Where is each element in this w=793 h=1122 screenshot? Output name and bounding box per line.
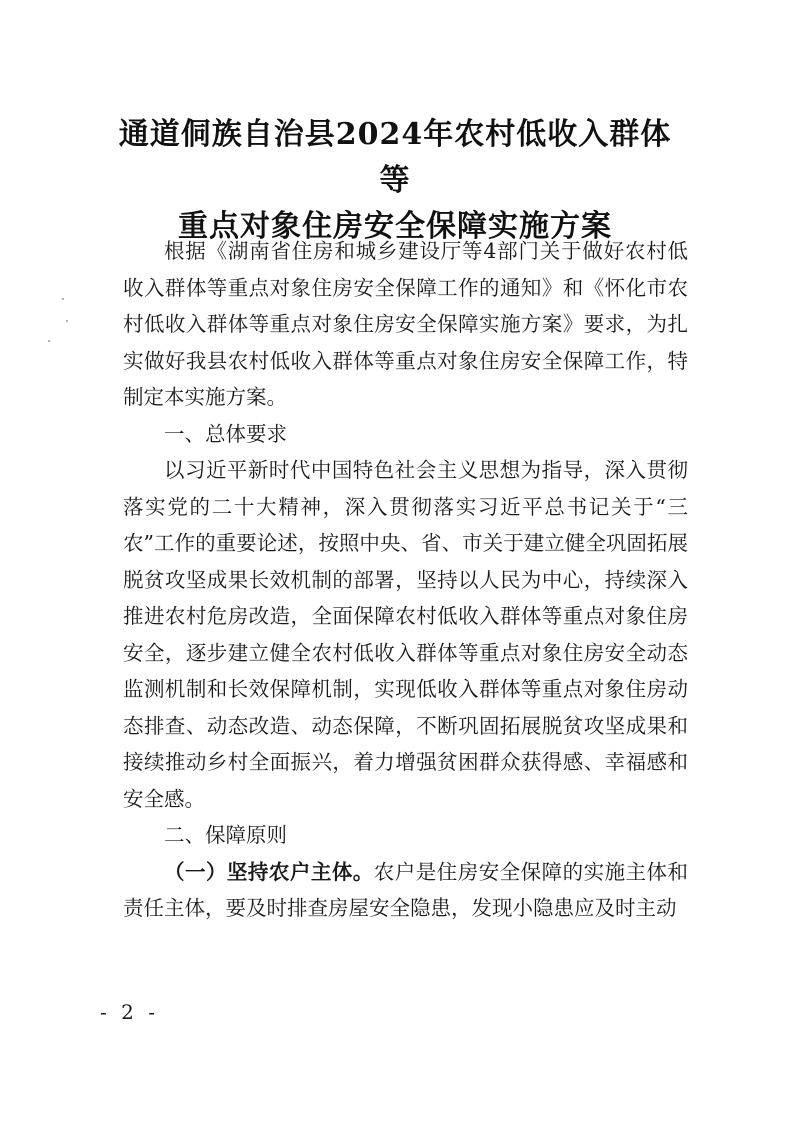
scan-speck: [66, 320, 68, 322]
section-1-heading: 一、总体要求: [164, 421, 287, 446]
principle-1-text: 农户是住房安全保障的实施主体和责任主体，要及时排查房屋安全隐患，发现小隐患应及时主动: [123, 859, 689, 920]
intro-paragraph: 根据《湖南省住房和城乡建设厅等4部门关于做好农村低收入群体等重点对象住房安全保障工作的通知》和《怀化市农村低收入群体等重点对象住房安全保障实施方案》要求，为扎实做好我县农村低收入群体等重点对象住房安全保障工作，特制定本实施方案。: [123, 239, 688, 409]
document-title: [110, 112, 680, 250]
section-2-heading: 二、保障原则: [164, 823, 287, 847]
title-line-1: 通道侗族自治县2024年农村低收入群体等: [118, 117, 672, 198]
principle-1-paragraph: [123, 854, 688, 927]
page-number: - 2 -: [100, 1000, 159, 1024]
title-line-2: 重点对象住房安全保障实施方案: [178, 209, 612, 244]
document-body: [123, 233, 688, 927]
scan-speck: [48, 340, 50, 342]
section-1-paragraph: 以习近平新时代中国特色社会主义思想为指导，深入贯彻落实党的二十大精神，深入贯彻落实习近平总书记关于“三农”工作的重要论述，按照中央、省、市关于建立健全巩固拓展脱贫攻坚成果长效机制的部署，坚持以人民为中心，持续深入推进农村危房改造，全面保障农村低收入群体等重点对象住房安全，逐步建立健全农村低收入群体等重点对象住房安全动态监测机制和长效保障机制，实现低收入群体等重点对象住房动态排查、动态改造、动态保障，不断巩固拓展脱贫攻坚成果和接续推动乡村全面振兴，着力增强贫困群众获得感、幸福感和安全感。: [123, 458, 688, 811]
principle-1-label: （一）坚持农户主体。: [164, 859, 374, 884]
scan-speck: [62, 298, 64, 300]
